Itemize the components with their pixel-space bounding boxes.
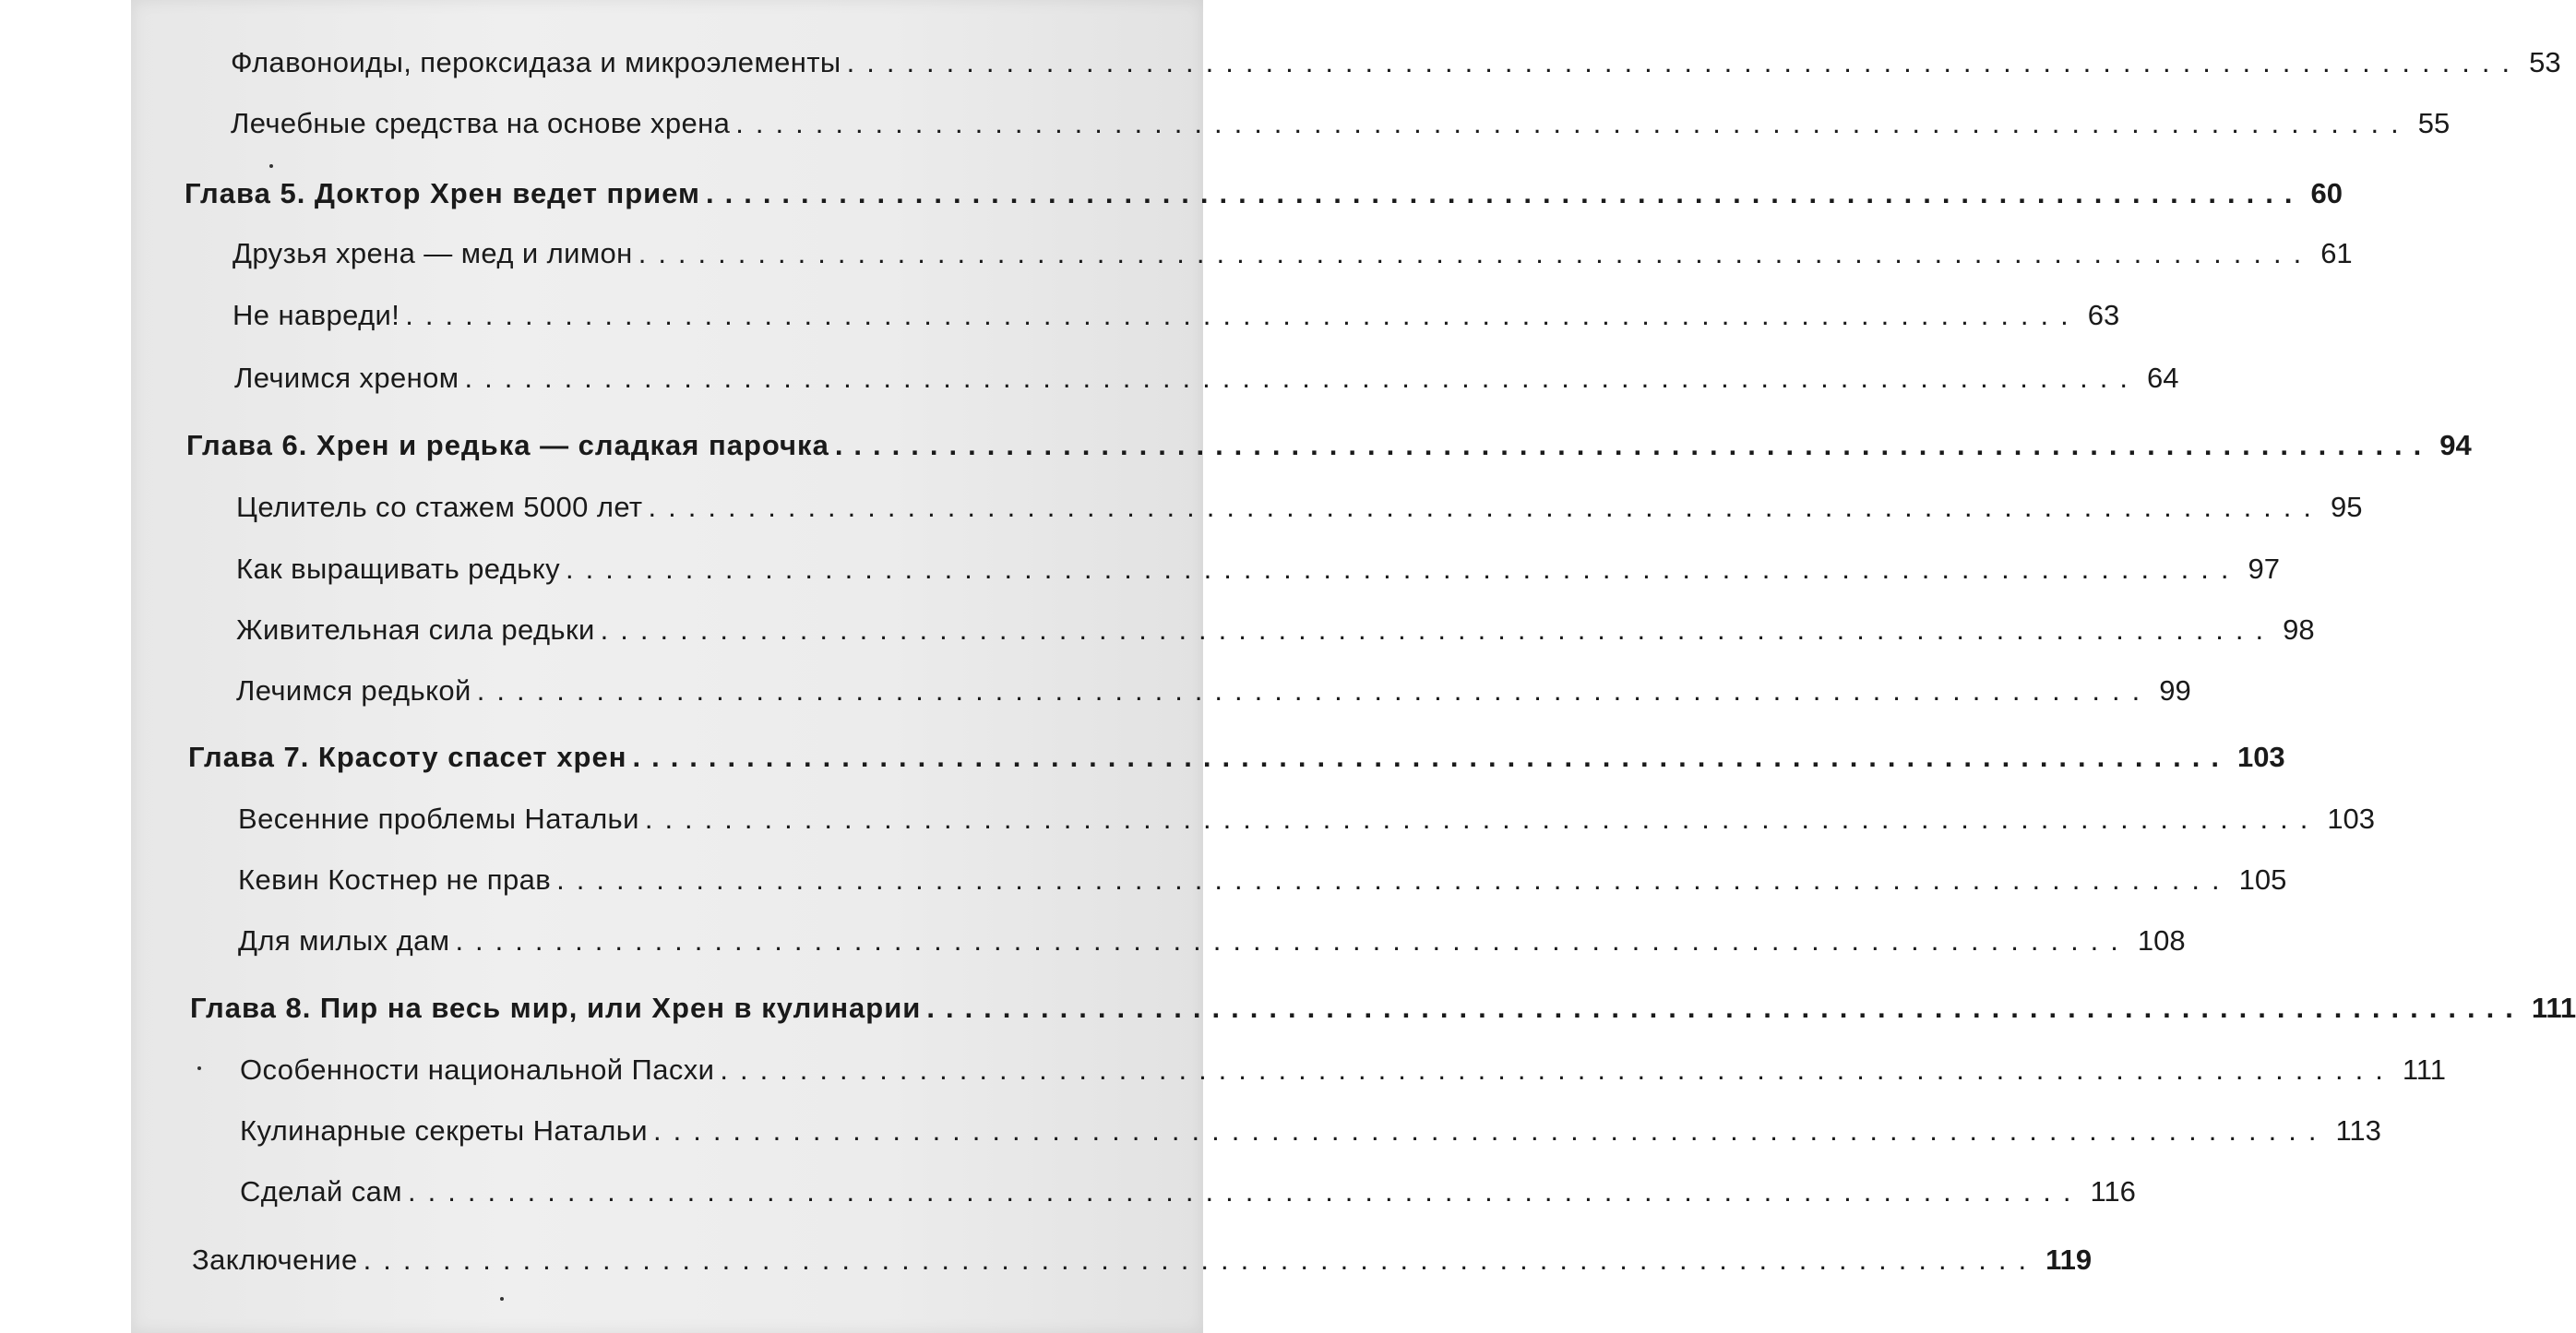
toc-entry-page: 55: [2417, 107, 2451, 139]
dot-leader: ....................................................................................: [556, 863, 2232, 896]
toc-entry-page: 103: [2327, 803, 2376, 835]
toc-entry-page: 111: [2402, 1053, 2446, 1086]
toc-chapter-title: Глава 8. Пир на весь мир, или Хрен в кулинарии: [190, 992, 922, 1024]
toc-entry-page: 113: [2335, 1114, 2381, 1147]
dot-leader: ....................................................................................: [476, 674, 2153, 707]
toc-entry-title: Кулинарные секреты Натальи: [240, 1114, 648, 1147]
toc-entry-page: 63: [2087, 299, 2120, 331]
toc-entry-page: 61: [2320, 237, 2353, 269]
dot-leader: ....................................................................................: [405, 299, 2081, 331]
toc-entry-title: Весенние проблемы Натальи: [238, 803, 639, 835]
dot-leader: ....................................................................................: [363, 1244, 2039, 1276]
dot-leader: ....................................................................................: [566, 553, 2241, 585]
toc-chapter: [188, 739, 2285, 776]
toc-entry-page: 99: [2159, 674, 2191, 707]
toc-chapter-page: 94: [2439, 429, 2472, 461]
dot-leader: ....................................................................................: [464, 362, 2140, 394]
toc-entry-page: 105: [2238, 863, 2287, 896]
toc-entry: [234, 360, 2179, 397]
dot-leader: ....................................................................................: [648, 491, 2324, 523]
toc-conclusion-page: 119: [2045, 1244, 2093, 1276]
toc-chapter-page: 60: [2310, 177, 2343, 209]
toc-chapter: [190, 990, 2576, 1027]
toc-entry-title: Сделай сам: [240, 1175, 402, 1208]
toc-entry-title: Живительная сила редьки: [236, 613, 595, 646]
toc-entry: [231, 105, 2451, 142]
toc-chapter: [186, 427, 2472, 464]
toc-entry: [238, 922, 2186, 959]
toc-entry-page: 116: [2090, 1175, 2136, 1208]
toc-entry: [233, 297, 2120, 334]
toc-chapter: [185, 175, 2343, 212]
dot-leader: ....................................................................................: [652, 1114, 2329, 1147]
toc-entry: [236, 551, 2280, 588]
toc-entry: [240, 1052, 2446, 1089]
toc-entry-page: 97: [2248, 553, 2280, 585]
dot-leader: ....................................................................................: [834, 429, 2433, 461]
dot-leader: ....................................................................................: [846, 46, 2522, 78]
toc-entry: [236, 489, 2363, 526]
toc-entry-title: Для милых дам: [238, 924, 450, 957]
toc-entry: [233, 235, 2353, 272]
toc-entry-title: Друзья хрена — мед и лимон: [233, 237, 633, 269]
toc-entry: [240, 1173, 2136, 1210]
dot-leader: ....................................................................................: [408, 1175, 2083, 1208]
toc-chapter-title: Глава 7. Красоту спасет хрен: [188, 741, 627, 773]
toc-entry-page: 64: [2146, 362, 2179, 394]
toc-entry: [231, 44, 2561, 81]
print-speck: [197, 1066, 201, 1070]
toc-chapter-title: Глава 5. Доктор Хрен ведет прием: [185, 177, 700, 209]
dot-leader: ....................................................................................: [926, 992, 2524, 1024]
toc-entry-title: Кевин Костнер не прав: [238, 863, 552, 896]
toc-chapter-page: 111: [2531, 992, 2576, 1024]
print-speck: [500, 1297, 504, 1301]
toc-entry-title: Целитель со стажем 5000 лет: [236, 491, 643, 523]
toc-entry-page: 95: [2331, 491, 2363, 523]
toc-entry-title: Особенности национальной Пасхи: [240, 1053, 715, 1086]
toc-entry: [238, 862, 2287, 899]
toc-entry-title: Лечимся хреном: [234, 362, 459, 394]
toc-entry: [236, 612, 2315, 649]
toc-entry-title: Не навреди!: [233, 299, 400, 331]
book-page: [131, 0, 2576, 1333]
print-speck: [269, 164, 273, 168]
toc-entry-page: 98: [2283, 613, 2315, 646]
toc-chapter-page: 103: [2236, 741, 2285, 773]
toc-entry-title: Флавоноиды, пероксидаза и микроэлементы: [231, 46, 841, 78]
dot-leader: ....................................................................................: [632, 741, 2230, 773]
dot-leader: ....................................................................................: [600, 613, 2276, 646]
toc-entry-title: Лечебные средства на основе хрена: [231, 107, 731, 139]
dot-leader: ....................................................................................: [735, 107, 2411, 139]
toc-entry-page: 53: [2529, 46, 2561, 78]
toc-entry-page: 108: [2137, 924, 2186, 957]
toc-conclusion-title: Заключение: [192, 1244, 358, 1276]
toc-entry: [238, 801, 2376, 838]
dot-leader: ....................................................................................: [638, 237, 2314, 269]
dot-leader: ....................................................................................: [455, 924, 2130, 957]
dot-leader: ....................................................................................: [644, 803, 2320, 835]
toc-entry: [236, 672, 2191, 709]
toc-chapter-title: Глава 6. Хрен и редька — сладкая парочка: [186, 429, 829, 461]
toc-entry: [240, 1113, 2381, 1149]
toc-entry-title: Лечимся редькой: [236, 674, 471, 707]
dot-leader: ....................................................................................: [705, 177, 2304, 209]
dot-leader: ....................................................................................: [720, 1053, 2395, 1086]
toc-entry-title: Как выращивать редьку: [236, 553, 561, 585]
toc-conclusion: [192, 1242, 2093, 1279]
